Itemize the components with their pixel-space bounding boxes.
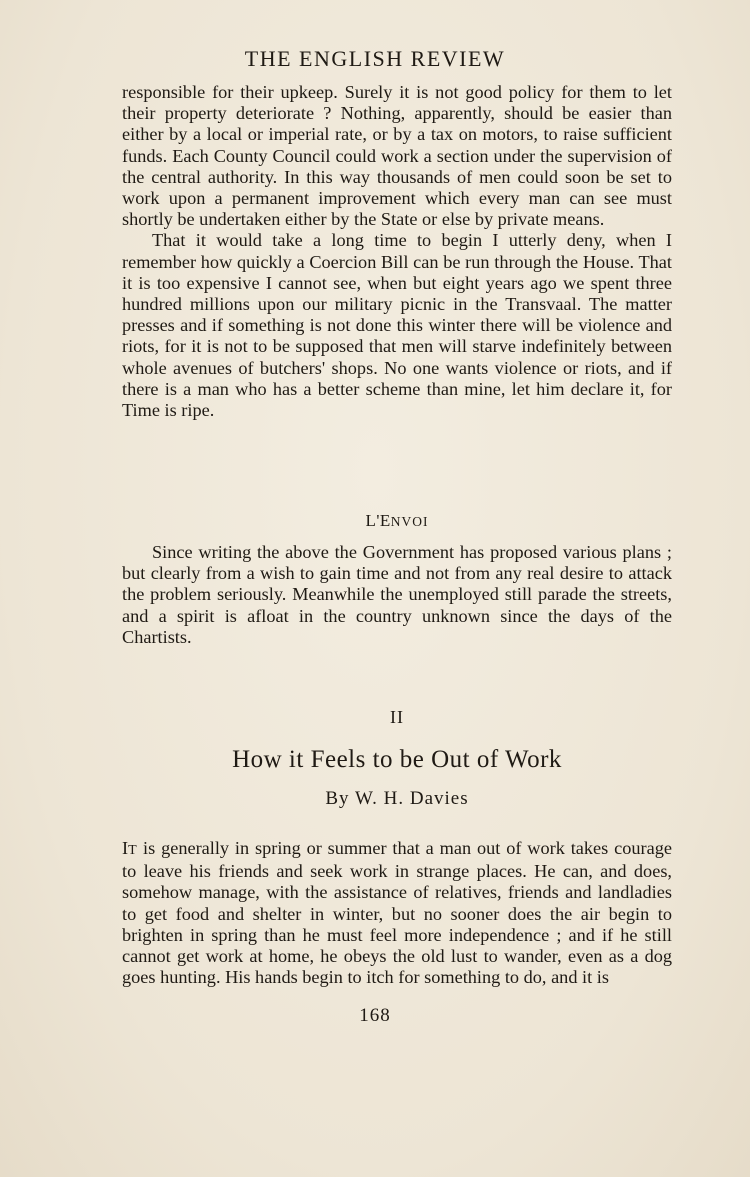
article-byline: By W. H. Davies xyxy=(325,788,469,809)
envoi-heading xyxy=(122,511,672,531)
opening-smallcaps: T xyxy=(128,843,138,858)
article-title: How it Feels to be Out of Work xyxy=(232,746,562,773)
envoi-section xyxy=(122,542,672,648)
paragraph-continuation: responsible for their upkeep. Surely it is not good policy for them to let their property deteriorate ? Nothing, apparently, should be easier than either by a local or imperial rate, or by a tax on motors, to raise sufficient funds. Each County Council could work a section under the supervision of the central authority. In this way thousands of men could soon be set to work upon a permanent improvement which every man can see must shortly be undertaken either by the State or else by private means. xyxy=(122,82,672,230)
envoi-paragraph: Since writing the above the Government has proposed various plans ; but clearly from a wish to gain time and not from any real desire to attack the problem seriously. Meanwhile the unemployed still parade the streets, and a spirit is afloat in the country unknown since the days of the Chartists. xyxy=(122,542,672,647)
envoi-heading-rest: NVOI xyxy=(390,514,429,529)
opening-paragraph xyxy=(122,838,672,988)
opening-initial: I xyxy=(122,838,129,858)
opening-text: is generally in spring or summer that a man out of work takes courage to leave his friends and seek work in strange places. He can, and does, somehow manage, with the assistance of relatives, friends and landladies to get food and shelter in winter, but no sooner does the air begin to brighten in spring than he must feel more independence ; and if he still cannot get work at home, he obeys the old lust to wander, even as a dog goes hunting. His hands begin to itch for something to do, and it is xyxy=(122,838,672,988)
article-continuation xyxy=(122,82,672,421)
opening-word xyxy=(122,838,137,858)
article-body xyxy=(122,838,672,988)
section-number: II xyxy=(390,707,404,727)
envoi-heading-initial: L'E xyxy=(365,511,391,530)
running-title: THE ENGLISH REVIEW xyxy=(244,46,506,71)
page-number: 168 xyxy=(359,1005,391,1026)
paragraph: That it would take a long time to begin I utterly deny, when I remember how quickly a Coercion Bill can be run through the House. That it is too expensive I cannot see, when but eight years ago we spent three hundred millions upon our military picnic in the Transvaal. The matter presses and if something is not done this winter there will be violence and riots, for it is not to be supposed that men will starve indefinitely between whole avenues of butchers' shops. No one wants violence or riots, and if there is a man who has a better scheme than mine, let him declare it, for Time is ripe. xyxy=(122,230,672,421)
